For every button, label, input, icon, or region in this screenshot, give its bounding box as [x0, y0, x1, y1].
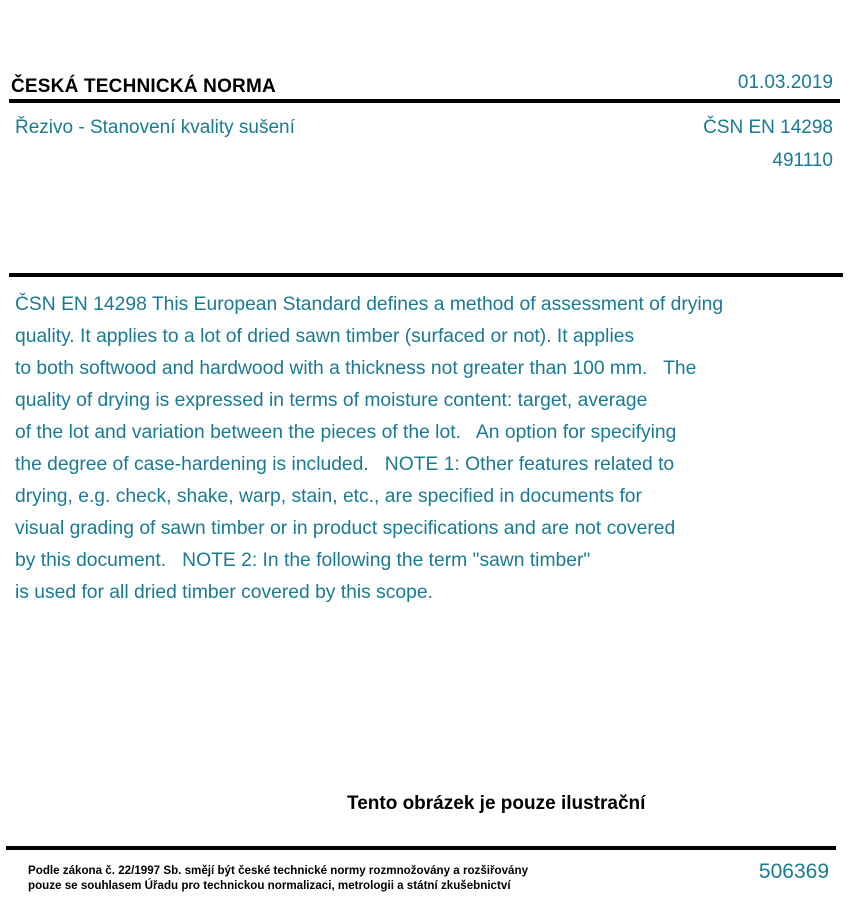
legal-line: Podle zákona č. 22/1997 Sb. smějí být české technické normy rozmnožovány a rozšiřovány: [28, 864, 529, 877]
legal-line: pouze se souhlasem Úřadu pro technickou normalizaci, metrologii a státní zkušebnictví: [28, 879, 511, 892]
scope-line: the degree of case-hardening is included. NOTE 1: Other features related to: [15, 454, 675, 475]
scope-line: is used for all dried timber covered by this scope.: [15, 582, 433, 603]
scope-line: to both softwood and hardwood with a thickness not greater than 100 mm. The: [15, 358, 697, 379]
section-divider: [9, 273, 843, 277]
scope-text: [15, 289, 835, 609]
scope-line: drying, e.g. check, shake, warp, stain, etc., are specified in documents for: [15, 486, 642, 507]
scope-line: by this document. NOTE 2: In the following the term "sawn timber": [15, 550, 591, 571]
header-divider: [9, 99, 840, 103]
legal-notice: [28, 863, 528, 893]
standard-code: ČSN EN 14298: [703, 117, 833, 138]
footer-divider: [6, 846, 836, 850]
illustration-notice: Tento obrázek je pouze ilustrační: [347, 793, 646, 814]
norm-header-title: ČESKÁ TECHNICKÁ NORMA: [11, 76, 276, 97]
scope-line: of the lot and variation between the pieces of the lot. An option for specifying: [15, 422, 677, 443]
publication-date: 01.03.2019: [737, 72, 833, 93]
scope-line: visual grading of sawn timber or in product specifications and are not covered: [15, 518, 676, 539]
scope-line: quality. It applies to a lot of dried sawn timber (surfaced or not). It applies: [15, 326, 635, 347]
scope-line: ČSN EN 14298 This European Standard defines a method of assessment of drying: [15, 294, 724, 315]
classification-code: 491110: [772, 150, 833, 171]
document-id: 506369: [758, 860, 829, 883]
scope-line: quality of drying is expressed in terms of moisture content: target, average: [15, 390, 648, 411]
document-subject: Řezivo - Stanovení kvality sušení: [15, 117, 295, 138]
